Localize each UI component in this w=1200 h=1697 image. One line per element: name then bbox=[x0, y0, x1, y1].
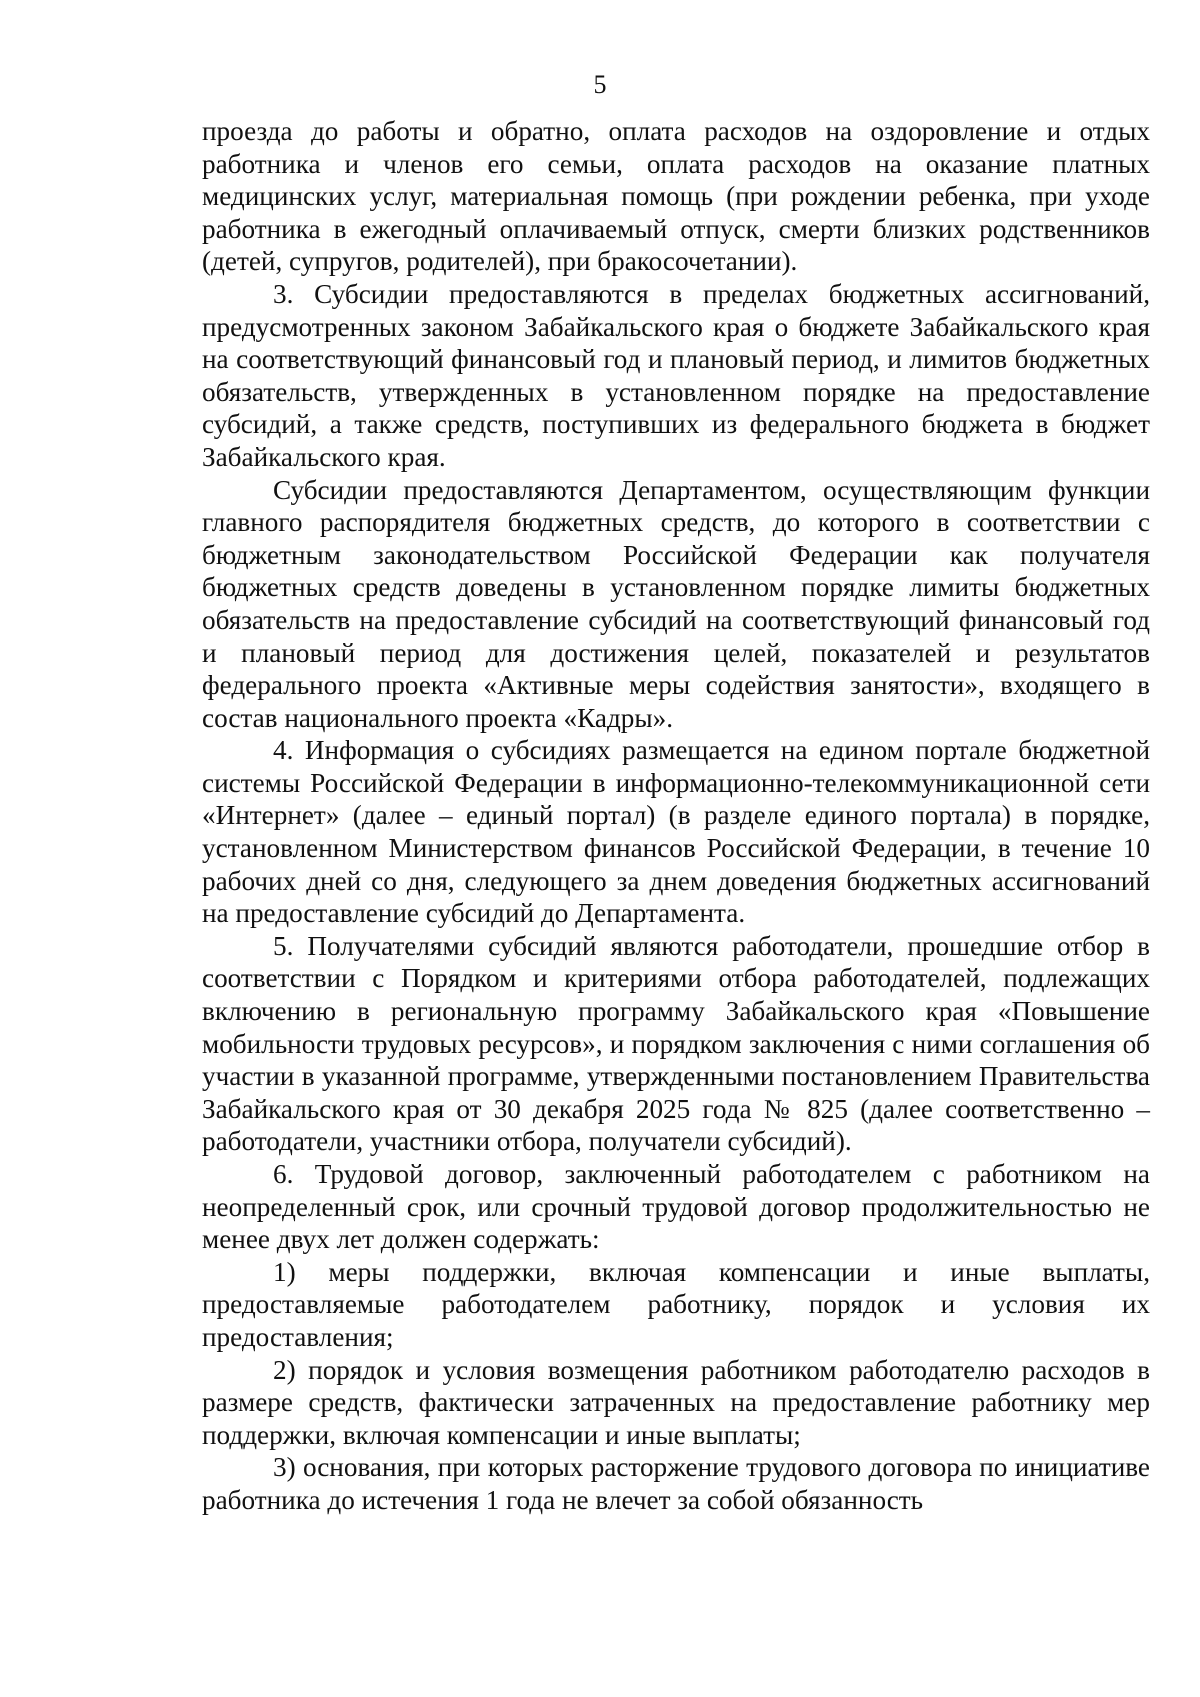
paragraph-subitem-3: 3) основания, при которых расторжение трудового договора по инициативе работника до истечения 1 года не влечет за собой обязанность bbox=[202, 1452, 1150, 1515]
paragraph-item-5: 5. Получателями субсидий являются работодатели, прошедшие отбор в соответствии с Порядком и критериями отбора работодателей, подлежащих включению в региональную программу Забайкальского края «Повышение мобильности трудовых ресурсов», и порядком заключения с ними соглашения об участии в указанной программе, утвержденными постановлением Правительства Забайкальского края от 30 декабря 2025 года № 825 (далее соответственно – работодатели, участники отбора, получатели субсидий). bbox=[202, 930, 1150, 1157]
paragraph-item-6: 6. Трудовой договор, заключенный работодателем с работником на неопределенный срок, или срочный трудовой договор продолжительностью не менее двух лет должен содержать: bbox=[202, 1159, 1150, 1255]
paragraph-subsidy-provider: Субсидии предоставляются Департаментом, осуществляющим функции главного распорядителя бюджетных средств, до которого в соответствии с бюджетным законодательством Российской Федерации как получателя бюджетных средств доведены в установленном порядке лимиты бюджетных обязательств на предоставление субсидий на соответствующий финансовый год и плановый период для достижения целей, показателей и результатов федерального проекта «Активные меры содействия занятости», входящего в состав национального проекта «Кадры». bbox=[202, 474, 1150, 733]
document-body bbox=[202, 115, 1150, 1517]
paragraph-subitem-2: 2) порядок и условия возмещения работником работодателю расходов в размере средств, фактически затраченных на предоставление работнику мер поддержки, включая компенсации и иные выплаты; bbox=[202, 1354, 1150, 1450]
paragraph-item-4: 4. Информация о субсидиях размещается на едином портале бюджетной системы Российской Федерации в информационно-телекоммуникационной сети «Интернет» (далее – единый портал) (в разделе единого портала) в порядке, установленном Министерством финансов Российской Федерации, в течение 10 рабочих дней со дня, следующего за днем доведения бюджетных ассигнований на предоставление субсидий до Департамента. bbox=[202, 735, 1150, 929]
paragraph-item-3: 3. Субсидии предоставляются в пределах бюджетных ассигнований, предусмотренных законом Забайкальского края о бюджете Забайкальского края на соответствующий финансовый год и плановый период, и лимитов бюджетных обязательств, утвержденных в установленном порядке на предоставление субсидий, а также средств, поступивших из федерального бюджета в бюджет Забайкальского края. bbox=[202, 278, 1150, 472]
paragraph-continuation: проезда до работы и обратно, оплата расходов на оздоровление и отдых работника и членов его семьи, оплата расходов на оказание платных медицинских услуг, материальная помощь (при рождении ребенка, при уходе работника в ежегодный оплачиваемый отпуск, смерти близких родственников (детей, супругов, родителей), при бракосочетании). bbox=[202, 116, 1150, 277]
page-number: 5 bbox=[593, 70, 607, 99]
paragraph-subitem-1: 1) меры поддержки, включая компенсации и иные выплаты, предоставляемые работодателем работнику, порядок и условия их предоставления; bbox=[202, 1256, 1150, 1352]
